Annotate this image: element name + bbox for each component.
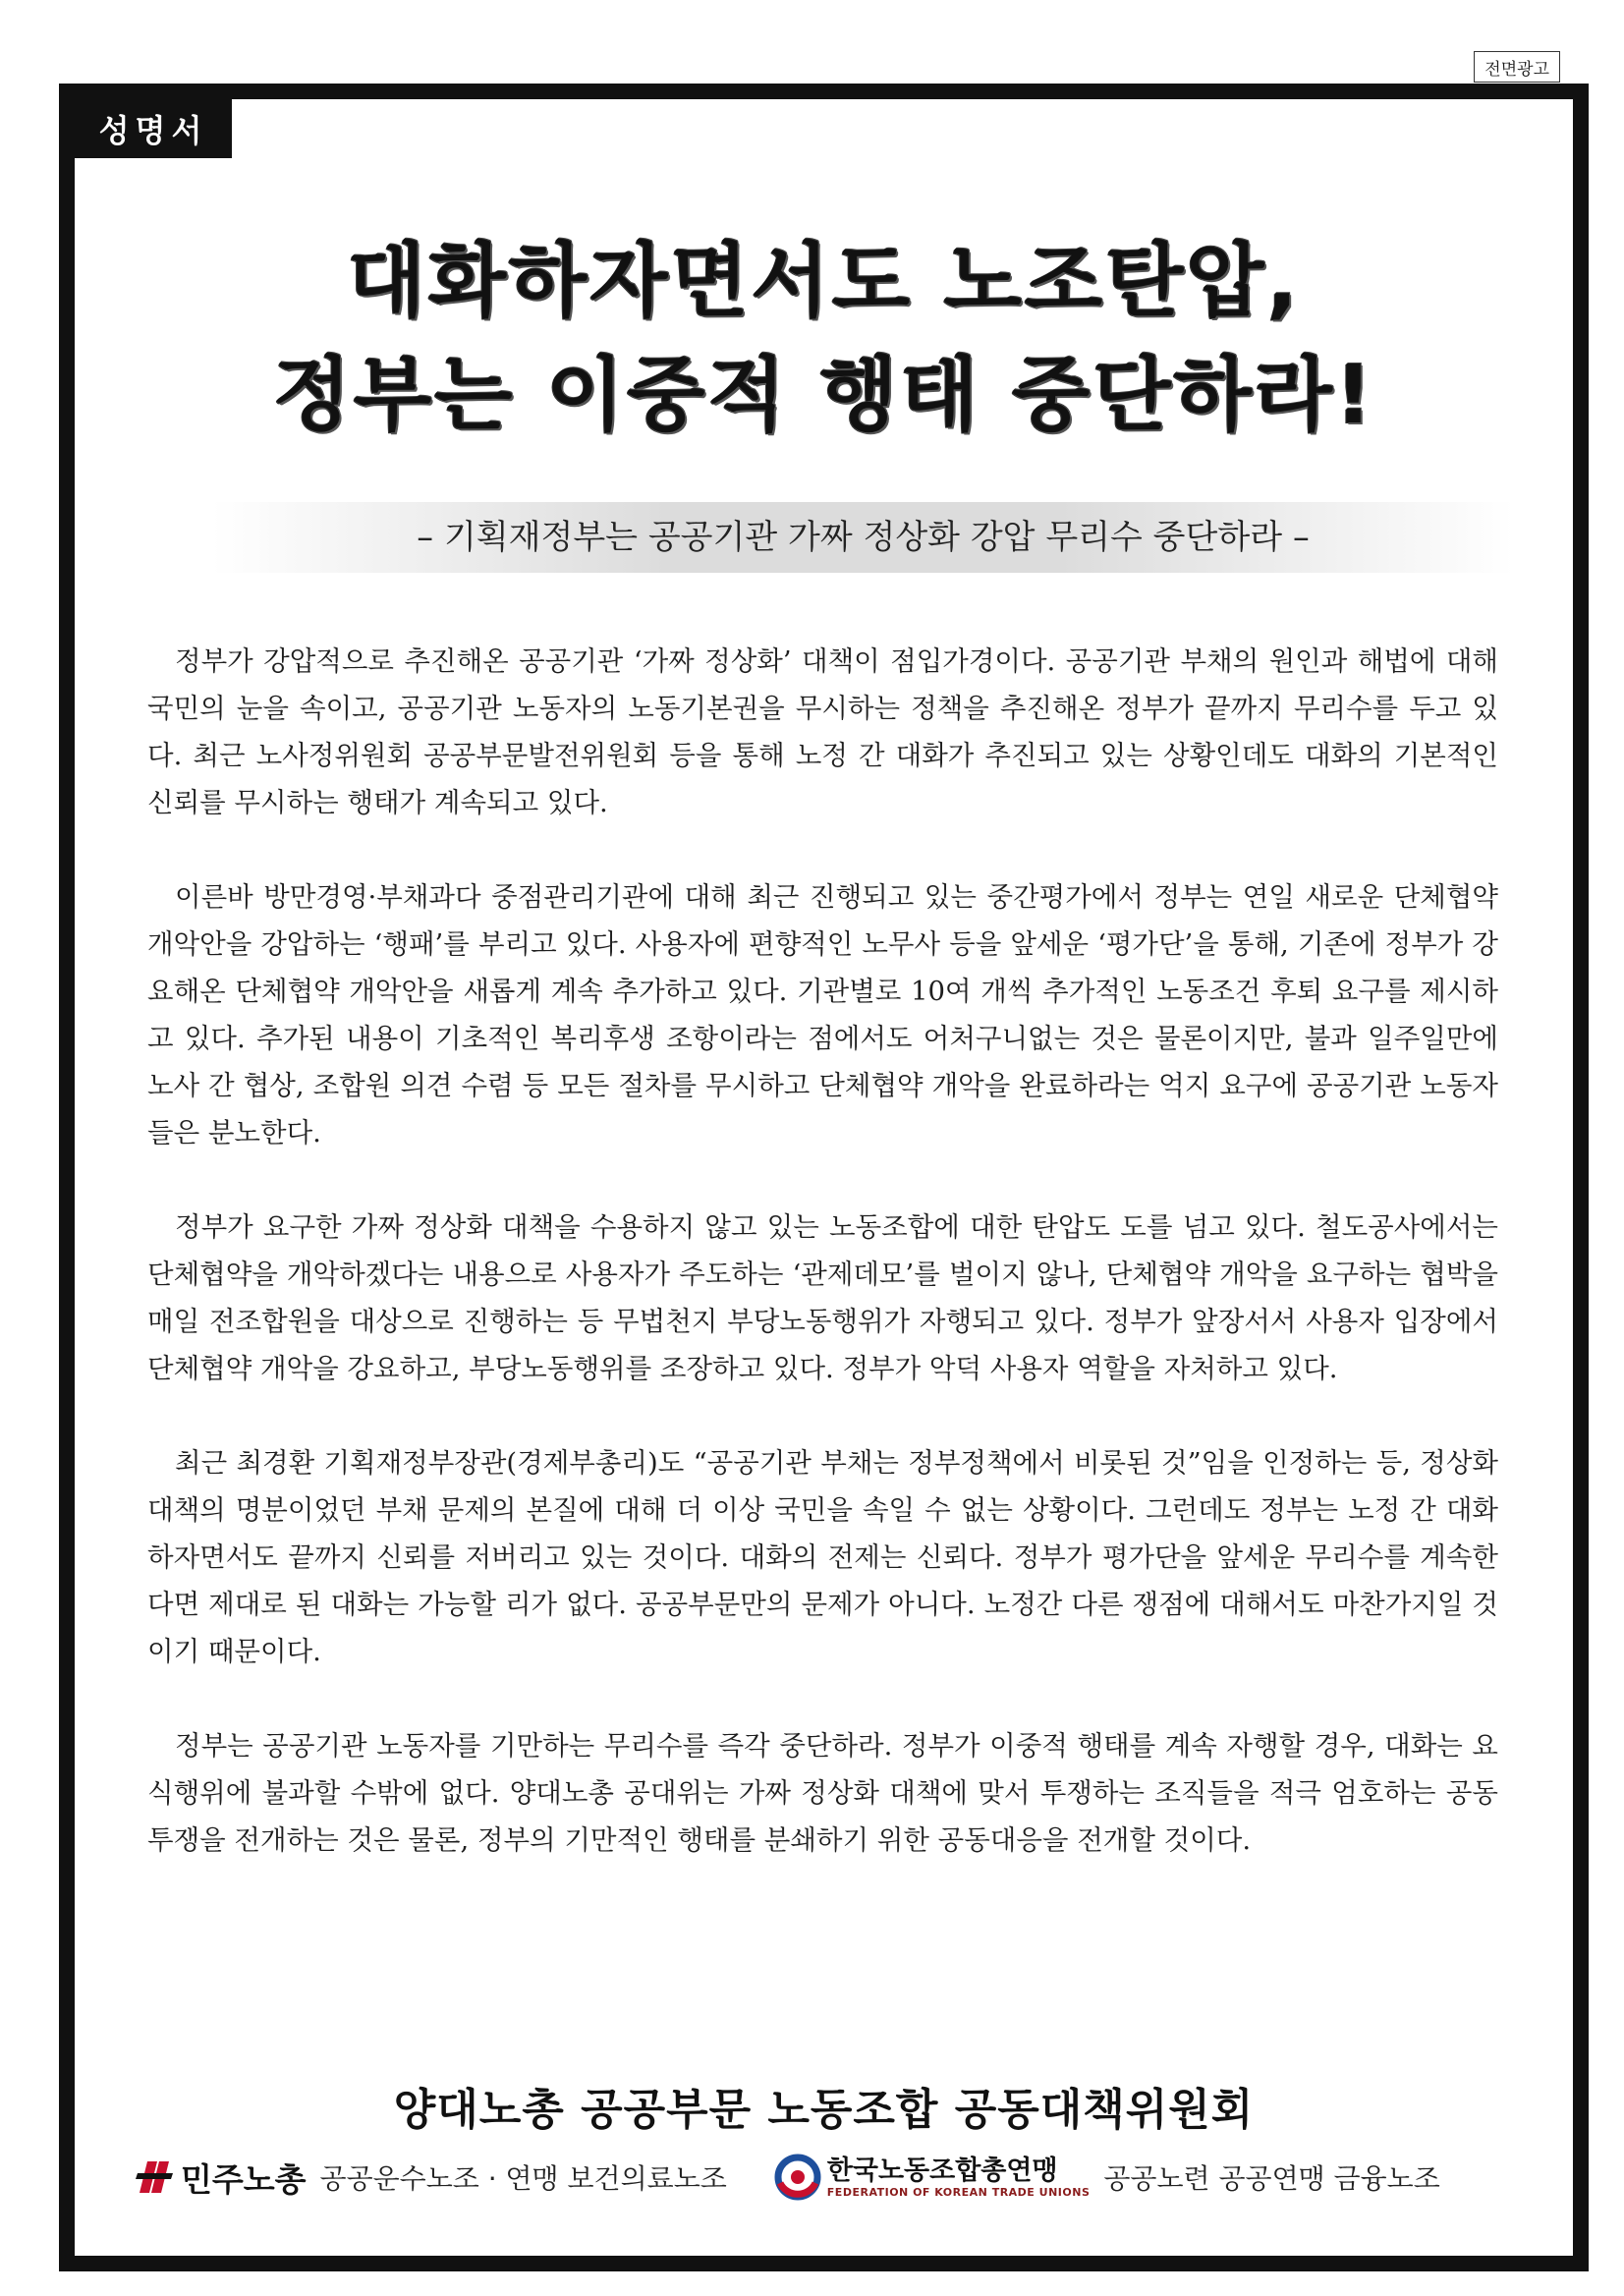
subtitle: – 기획재정부는 공공기관 가짜 정상화 강압 무리수 중단하라 –	[417, 518, 1310, 557]
fktu-logo	[774, 2154, 1091, 2201]
statement-frame	[59, 84, 1589, 2271]
fktu-emblem-icon	[774, 2154, 821, 2201]
kctu-members: 공공운수노조 · 연맹 보건의료노조	[319, 2162, 727, 2195]
signature-org: 양대노총 공공부문 노동조합 공동대책위원회	[393, 2085, 1255, 2135]
paragraph-4: 최근 최경환 기획재정부장관(경제부총리)도 “공공기관 부채는 정부정책에서 비롯된 것”임을 인정하는 등, 정상화 대책의 명분이었던 부채 문제의 본질에 대해 더 이상 국민을 속일 수 없는 상황이다. 그런데도 정부는 노정 간 대화하자면서도 끝까지 신뢰를 저버리고 있는 것이다. 대화의 전제는 신뢰다. 정부가 평가단을 앞세운 무리수를 계속한다면 제대로 된 대화는 가능할 리가 없다. 공공부문만의 문제가 아니다. 노정간 다른 쟁점에 대해서도 마찬가지일 것이기 때문이다.	[147, 1447, 1498, 1667]
paragraph-3: 정부가 요구한 가짜 정상화 대책을 수용하지 않고 있는 노동조합에 대한 탄압도 도를 넘고 있다. 철도공사에서는 단체협약을 개악하겠다는 내용으로 사용자가 주도하는 ‘관제데모’를 벌이지 않나, 단체협약 개악을 요구하는 협박을 매일 전조합원을 대상으로 진행하는 등 무법천지 부당노동행위가 자행되고 있다. 정부가 앞장서서 사용자 입장에서 단체협약 개악을 강요하고, 부당노동행위를 조장하고 있다. 정부가 악덕 사용자 역할을 자처하고 있다.	[147, 1211, 1498, 1384]
paragraph-2: 이른바 방만경영·부채과다 중점관리기관에 대해 최근 진행되고 있는 중간평가에서 정부는 연일 새로운 단체협약 개악안을 강압하는 ‘행패’를 부리고 있다. 사용자에 편향적인 노무사 등을 앞세운 ‘평가단’을 통해, 기존에 정부가 강요해온 단체협약 개악안을 새롭게 계속 추가하고 있다. 기관별로 10여 개씩 추가적인 노동조건 후퇴 요구를 제시하고 있다. 추가된 내용이 기초적인 복리후생 조항이라는 점에서도 어처구니없는 것은 물론이지만, 불과 일주일만에 노사 간 협상, 조합원 의견 수렴 등 모든 절차를 무시하고 단체협약 개악을 완료하라는 억지 요구에 공공기관 노동자들은 분노한다.	[147, 881, 1498, 1148]
kctu-name: 민주노총	[181, 2159, 307, 2199]
headline-line-2: 정부는 이중적 행태 중단하라!	[272, 349, 1375, 442]
fktu-english-name: FEDERATION OF KOREAN TRADE UNIONS	[826, 2185, 1091, 2199]
headline	[75, 225, 1573, 453]
statement-body	[147, 638, 1498, 1911]
kctu-logo	[134, 2155, 307, 2201]
paragraph-5: 정부는 공공기관 노동자를 기만하는 무리수를 즉각 중단하라. 정부가 이중적 행태를 계속 자행할 경우, 대화는 요식행위에 불과할 수밖에 없다. 양대노총 공대위는 가짜 정상화 대책에 맞서 투쟁하는 조직들을 적극 엄호하는 공동투쟁을 전개하는 것은 물론, 정부의 기만적인 행태를 분쇄하기 위한 공동대응을 전개할 것이다.	[147, 1730, 1498, 1856]
fktu-name: 한국노동조합총연맹	[826, 2155, 1058, 2186]
headline-line-1: 대화하자면서도 노조탄압,	[347, 235, 1301, 328]
paragraph-1: 정부가 강압적으로 추진해온 공공기관 ‘가짜 정상화’ 대책이 점입가경이다. 공공기관 부채의 원인과 해법에 대해 국민의 눈을 속이고, 공공기관 노동자의 노동기본권을 무시하는 정책을 추진해온 정부가 끝까지 무리수를 두고 있다. 최근 노사정위원회 공공부문발전위원회 등을 통해 노정 간 대화가 추진되고 있는 상황인데도 대화의 기본적인 신뢰를 무시하는 행태가 계속되고 있다.	[147, 645, 1498, 818]
ad-type-tag: 전면광고	[1474, 51, 1560, 83]
statement-label: 성명서	[75, 99, 232, 158]
fktu-members: 공공노련 공공연맹 금융노조	[1103, 2162, 1440, 2195]
subtitle-band	[212, 502, 1514, 573]
footer-logos	[134, 2148, 1514, 2207]
kctu-emblem-icon	[134, 2157, 177, 2197]
